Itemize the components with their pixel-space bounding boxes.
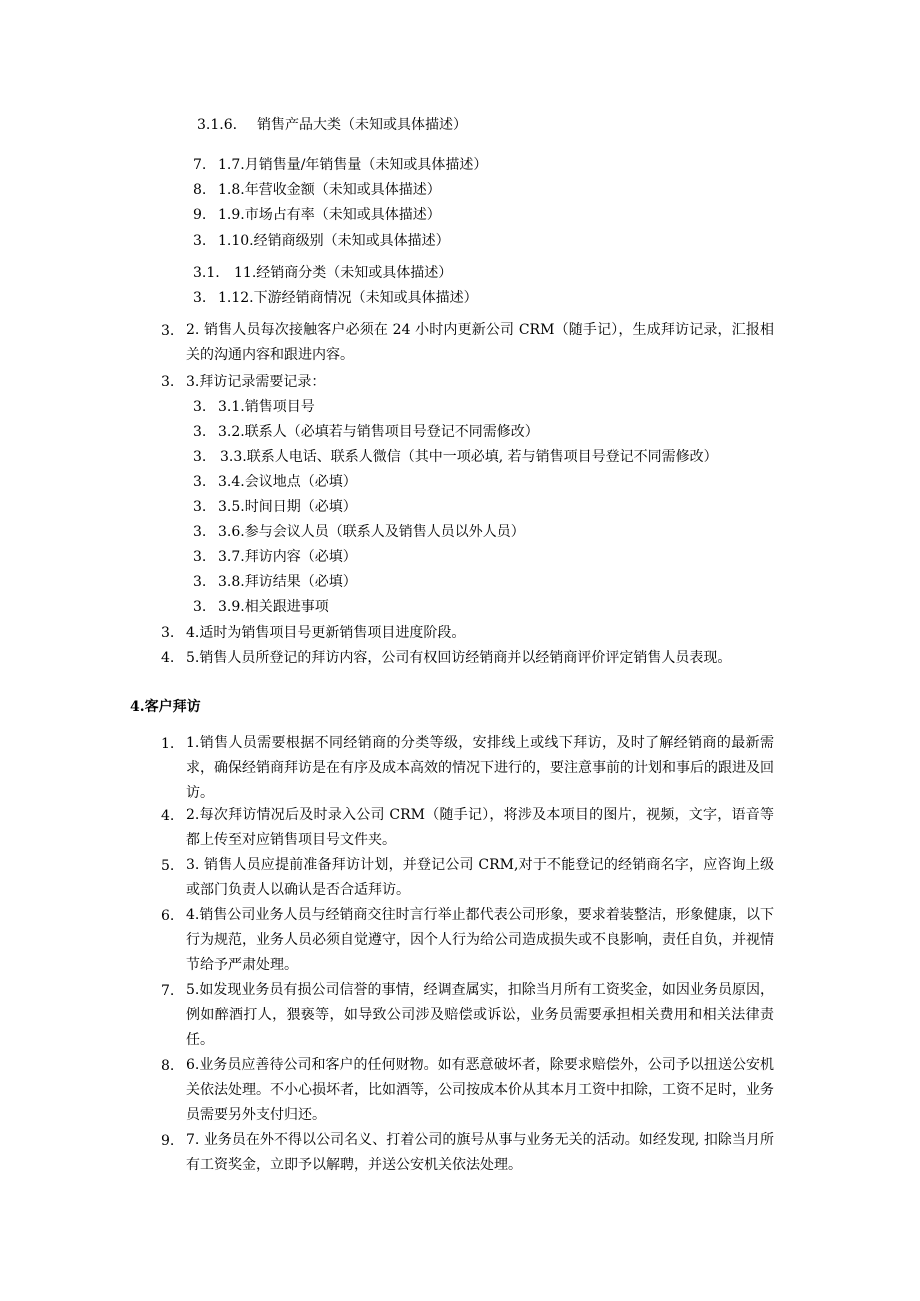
item-1-7-text: 1.7.月销售量/年销售量（未知或具体描述） [218, 157, 488, 173]
visit-rule-number: 7. [161, 983, 175, 999]
visit-rule-text: 6.业务员应善待公司和客户的任何财物。如有恶意破坏者，除要求赔偿外，公司予以扭送公安机关依法处理。不小心损坏者，比如酒等，公司按成本价从其本月工资中扣除，工资不足时，业务员需要另外支付归还。 [186, 1057, 774, 1123]
item-3-1-6-number: 3.1.6. [197, 117, 238, 133]
item-1-10-text: 1.10.经销商级别（未知或具体描述） [218, 233, 450, 249]
item-1-10-number: 3. [193, 233, 207, 249]
visit-field-text: 3.8.拜访结果（必填） [218, 574, 357, 590]
section-heading: 4.客户拜访 [130, 699, 201, 715]
visit-field-text: 3.3.联系人电话、联系人微信（其中一项必填, 若与销售项目号登记不同需修改） [220, 449, 718, 465]
visit-field-text: 3.4.会议地点（必填） [218, 474, 357, 490]
visit-field-number: 3. [193, 599, 207, 615]
visit-rule-number: 9. [161, 1133, 175, 1149]
visit-rule-text: 2.每次拜访情况后及时录入公司 CRM（随手记），将涉及本项目的图片，视频，文字，语音等都上传至对应销售项目号文件夹。 [186, 807, 774, 848]
visit-field-text: 3.1.销售项目号 [218, 399, 315, 415]
visit-field-text: 3.5.时间日期（必填） [218, 499, 357, 515]
visit-rule-text: 4.销售公司业务人员与经销商交往时言行举止都代表公司形象，要求着装整洁，形象健康，以下行为规范，业务人员必须自觉遵守，因个人行为给公司造成损失或不良影响，责任自负，并视情节给予严肃处理。 [186, 907, 774, 973]
item-1-11-text: 11.经销商分类（未知或具体描述） [234, 265, 453, 281]
item-1-11-number: 3.1. [193, 265, 220, 281]
visit-field-number: 3. [193, 524, 207, 540]
point-5-number: 4. [161, 650, 175, 666]
item-1-9-text: 1.9.市场占有率（未知或具体描述） [218, 207, 441, 223]
visit-rule-number: 8. [161, 1058, 175, 1074]
point-3-text: 3.拜访记录需要记录： [186, 374, 326, 390]
visit-field-text: 3.2.联系人（必填若与销售项目号登记不同需修改） [218, 424, 539, 440]
visit-rule-text: 7. 业务员在外不得以公司名义、打着公司的旗号从事与业务无关的活动。如经发现, 扣除当月所有工资奖金，立即予以解聘，并送公安机关依法处理。 [186, 1132, 774, 1173]
visit-field-number: 3. [193, 549, 207, 565]
item-1-9-number: 9. [193, 207, 207, 223]
item-1-12-number: 3. [193, 290, 207, 306]
visit-field-number: 3. [193, 574, 207, 590]
visit-field-text: 3.7.拜访内容（必填） [218, 549, 357, 565]
visit-field-text: 3.9.相关跟进事项 [218, 599, 329, 615]
visit-rule-number: 4. [161, 808, 175, 824]
item-1-8-number: 8. [193, 182, 207, 198]
point-2-number: 3. [161, 323, 175, 339]
point-2-text: 2. 销售人员每次接触客户必须在 24 小时内更新公司 CRM（随手记），生成拜访记录，汇报相关的沟通内容和跟进内容。 [186, 322, 774, 363]
point-5-text: 5.销售人员所登记的拜访内容，公司有权回访经销商并以经销商评价评定销售人员表现。 [186, 650, 732, 666]
visit-rule-number: 1. [161, 736, 175, 752]
visit-field-number: 3. [193, 474, 207, 490]
item-1-12-text: 1.12.下游经销商情况（未知或具体描述） [218, 290, 478, 306]
visit-field-number: 3. [193, 399, 207, 415]
visit-field-text: 3.6.参与会议人员（联系人及销售人员以外人员） [218, 524, 525, 540]
point-3-number: 3. [161, 374, 175, 390]
visit-field-number: 3. [193, 449, 207, 465]
visit-rule-number: 5. [161, 858, 175, 874]
item-3-1-6-text: 销售产品大类（未知或具体描述） [257, 117, 467, 133]
visit-rule-text: 5.如发现业务员有损公司信誉的事情，经调查属实，扣除当月所有工资奖金，如因业务员原因，例如醉酒打人，猥亵等，如导致公司涉及赔偿或诉讼，业务员需要承担相关费用和相关法律责任。 [186, 982, 774, 1048]
visit-rule-text: 3. 销售人员应提前准备拜访计划，并登记公司 CRM,对于不能登记的经销商名字，应咨询上级或部门负责人以确认是否合适拜访。 [186, 857, 774, 898]
visit-field-number: 3. [193, 424, 207, 440]
visit-field-number: 3. [193, 499, 207, 515]
visit-rule-number: 6. [161, 908, 175, 924]
visit-rule-text: 1.销售人员需要根据不同经销商的分类等级，安排线上或线下拜访，及时了解经销商的最新需求，确保经销商拜访是在有序及成本高效的情况下进行的，要注意事前的计划和事后的跟进及回访。 [186, 735, 774, 801]
point-4-number: 3. [161, 625, 175, 641]
point-4-text: 4.适时为销售项目号更新销售项目进度阶段。 [186, 625, 466, 641]
item-1-8-text: 1.8.年营收金额（未知或具体描述） [218, 182, 441, 198]
item-1-7-number: 7. [193, 157, 207, 173]
